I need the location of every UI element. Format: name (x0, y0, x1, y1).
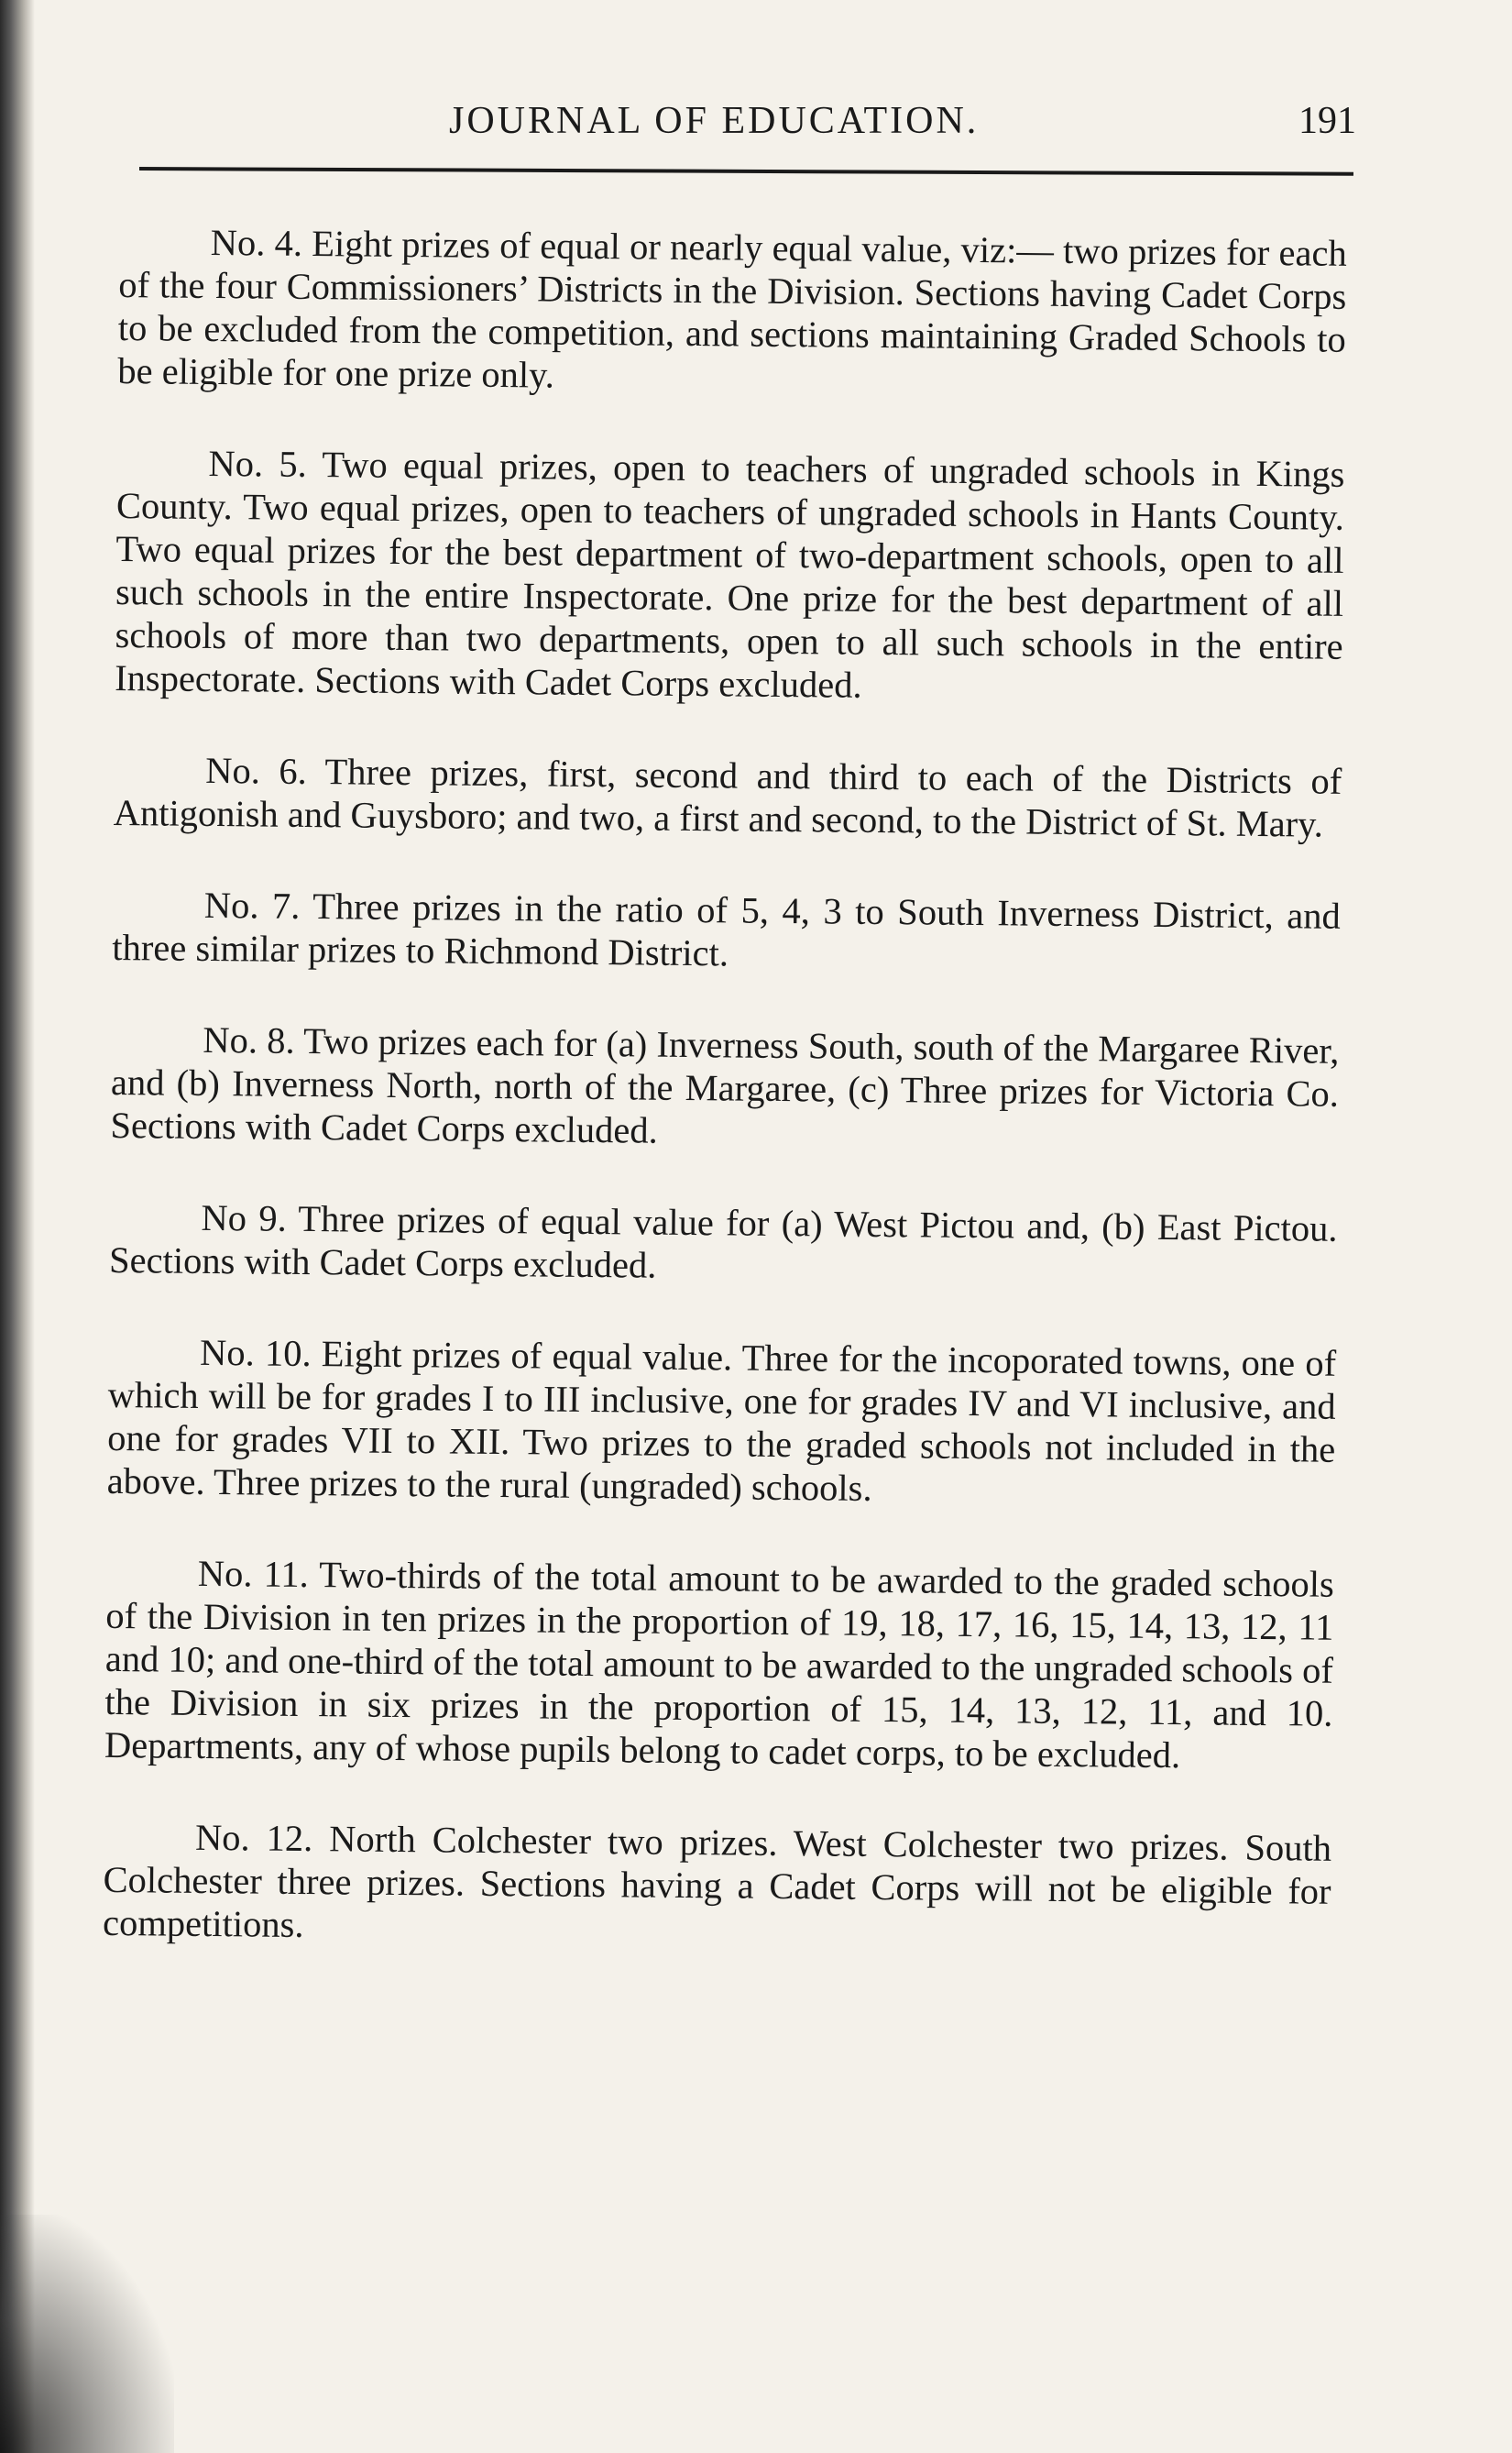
paragraph-no-6: No. 6. Three prizes, first, second and third to each of the Districts of Antigonish and Guysboro; and two, a first and second, to the District of St. Mary. (113, 749, 1342, 845)
paragraph-no-12: No. 12. North Colchester two prizes. West Colchester two prizes. South Colchester three prizes. Sections having a Cadet Corps will not be eligible for competitions. (102, 1816, 1332, 1946)
running-head: JOURNAL OF EDUCATION. (449, 100, 980, 142)
header-rule (139, 167, 1353, 176)
paragraph-no-4: No. 4. Eight prizes of equal or nearly equal value, viz:— two prizes for each of the four Commissioners’ Districts in the Division. Sections having Cadet Corps to be excluded from the competition, and sections maintaining Graded Schools to be eligible for one prize only. (117, 221, 1347, 396)
paragraph-no-5: No. 5. Two equal prizes, open to teachers of ungraded schools in Kings County. Two equal prizes, open to teachers of ungraded schools in Hants County. Two equal prizes for the best department of two-department schools, open to all such schools in the entire Inspectorate. One prize for the best department of all schools of more than two departments, open to all such schools in the entire Inspectorate. Sections with Cadet Corps excluded. (114, 442, 1345, 706)
paragraph-no-8: No. 8. Two prizes each for (a) Inverness South, south of the Margaree River, and (b) Inverness North, north of the Margaree, (c) Three prizes for Victoria Co. Sections with Cadet Corps excluded. (110, 1018, 1340, 1151)
corner-shadow (0, 2215, 174, 2453)
page-header (137, 99, 1356, 154)
paragraph-no-7: No. 7. Three prizes in the ratio of 5, 4, 3 to South Inverness District, and three similar prizes to Richmond District. (112, 884, 1341, 974)
page-number: 191 (1298, 100, 1356, 142)
page-body (102, 220, 1347, 2005)
paragraph-no-10: No. 10. Eight prizes of equal value. Three for the incoporated towns, one of which will be for grades I to III inclusive, one for grades IV and VI inclusive, and one for grades VII to XII. Two prizes to the graded schools not included in the above. Three prizes to the rural (ungraded) schools. (106, 1331, 1337, 1509)
page-edge-shadow (0, 0, 35, 2453)
paragraph-no-9: No 9. Three prizes of equal value for (a) West Pictou and, (b) East Pictou. Sections with Cadet Corps excluded. (108, 1196, 1338, 1286)
paragraph-no-11: No. 11. Two-thirds of the total amount to be awarded to the graded schools of the Division in ten prizes in the proportion of 19, 18, 17, 16, 15, 14, 13, 12, 11 and 10; and one-third of the total amount to be awarded to the ungraded schools of the Division in six prizes in the proportion of 15, 14, 13, 12, 11, and 10. Departments, any of whose pupils belong to cadet corps, to be excluded. (104, 1552, 1334, 1776)
